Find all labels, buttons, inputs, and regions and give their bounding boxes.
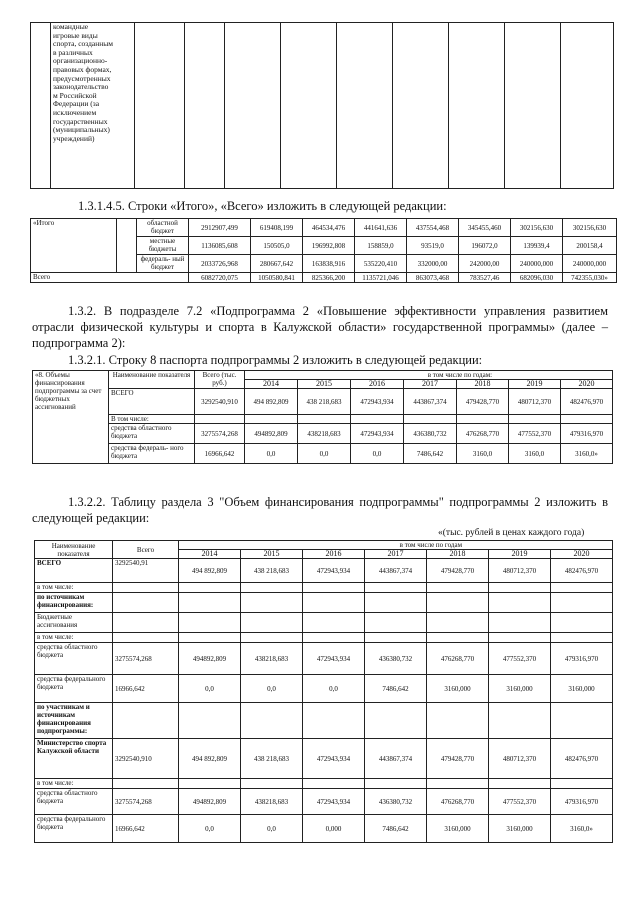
itogo-cell: 302156,630: [563, 219, 617, 237]
passport-col-name: Наименование показателя: [109, 371, 195, 389]
finance-cell: [303, 583, 365, 593]
itogo-cell: 437554,468: [407, 219, 459, 237]
itogo-cell: 158859,0: [355, 237, 407, 255]
finance-total: 3292540,910: [113, 739, 179, 779]
section-1-3-2-1: 1.3.2.1. Строку 8 паспорта подпрограммы 2 изложить в следующей редакции:: [68, 353, 483, 367]
passport-cell: 438 218,683: [298, 389, 351, 415]
finance-cell: 477552,370: [489, 643, 551, 675]
passport-cell: 3160,0»: [561, 444, 613, 464]
finance-cell: 443867,374: [365, 739, 427, 779]
passport-year: 2020: [561, 380, 613, 389]
finance-cell: 479428,770: [427, 559, 489, 583]
passport-cell: 0,0: [245, 444, 298, 464]
vsego-cell: 682096,030: [511, 273, 563, 283]
finance-cell: 443867,374: [365, 559, 427, 583]
itogo-row-name: областной бюджет: [137, 219, 189, 237]
fragment-line: законодательство: [53, 82, 109, 92]
finance-cell: 480712,370: [489, 739, 551, 779]
finance-cell: [551, 703, 613, 739]
finance-row: [35, 613, 613, 633]
itogo-cell: 1136085,608: [189, 237, 251, 255]
finance-cell: [365, 779, 427, 789]
section-1-3-2-2: 1.3.2.2. Таблицу раздела 3 "Объем финансирования подпрограммы" подпрограммы 2 изложить в следующей редакции:: [32, 495, 608, 525]
finance-row: [35, 815, 613, 843]
finance-cell: [241, 703, 303, 739]
finance-row: [35, 739, 613, 779]
finance-total: 16966,642: [113, 815, 179, 843]
finance-cell: 482476,970: [551, 559, 613, 583]
finance-cell: 0,0: [303, 675, 365, 703]
finance-cell: [551, 779, 613, 789]
passport-cell: 479316,970: [561, 424, 613, 444]
passport-cell: 438218,683: [298, 424, 351, 444]
itogo-cell: 196992,808: [303, 237, 355, 255]
finance-row-label: ВСЕГО: [35, 559, 113, 583]
finance-row-label: Бюджетные ассигнования: [35, 613, 113, 633]
itogo-row-name: федераль- ный бюджет: [137, 255, 189, 273]
passport-year: 2016: [351, 380, 404, 389]
passport-row-title: «8. Объемы финансирования подпрограммы за счет бюджетных ассигнований: [33, 371, 109, 464]
itogo-cell: 163838,916: [303, 255, 355, 273]
passport-year: 2018: [457, 380, 509, 389]
finance-row: [35, 593, 613, 613]
finance-cell: 476268,770: [427, 643, 489, 675]
fragment-line: учреждений): [53, 133, 95, 143]
finance-cell: 494892,809: [179, 643, 241, 675]
finance-row: [35, 703, 613, 739]
passport-data-row: [33, 424, 613, 444]
finance-cell: [179, 613, 241, 633]
finance-cell: [303, 703, 365, 739]
itogo-cell: 240000,000: [563, 255, 617, 273]
fragment-line: спорта, созданным: [53, 39, 114, 49]
finance-cell: [303, 613, 365, 633]
finance-cell: 436380,732: [365, 789, 427, 815]
finance-cell: [489, 613, 551, 633]
finance-year: 2015: [241, 550, 303, 559]
finance-cell: [365, 703, 427, 739]
finance-cell: [179, 593, 241, 613]
itogo-cell: 464534,476: [303, 219, 355, 237]
passport-cell: 0,0: [351, 444, 404, 464]
passport-cell: 7486,642: [404, 444, 457, 464]
finance-cell: [303, 779, 365, 789]
finance-cell: [179, 633, 241, 643]
passport-col-total: Всего (тыс. руб.): [195, 371, 245, 389]
itogo-cell: 240000,000: [511, 255, 563, 273]
finance-cell: [427, 613, 489, 633]
finance-cell: [427, 779, 489, 789]
finance-row-label: средства областного бюджета: [35, 643, 113, 675]
finance-cell: [179, 583, 241, 593]
finance-year: 2016: [303, 550, 365, 559]
finance-row-label: по участникам и источникам финансирования подпрограммы:: [35, 703, 113, 739]
finance-row-label: в том числе:: [35, 779, 113, 789]
passport-row-label: средства федераль- ного бюджета: [109, 444, 195, 464]
finance-in-years: в том числе по годам: [179, 541, 613, 550]
finance-col-name: Наименование показателя: [35, 541, 113, 559]
finance-cell: [551, 583, 613, 593]
finance-cell: 3160,000: [489, 815, 551, 843]
finance-cell: [551, 633, 613, 643]
passport-data-row: [33, 444, 613, 464]
passport-cell: 480712,370: [509, 389, 561, 415]
finance-cell: [365, 613, 427, 633]
fragment-line: в различных: [53, 47, 93, 57]
vsego-cell: 6082720,075: [189, 273, 251, 283]
finance-cell: 472943,934: [303, 559, 365, 583]
finance-year: 2017: [365, 550, 427, 559]
finance-cell: [365, 583, 427, 593]
finance-row-label: в том числе:: [35, 583, 113, 593]
passport-incl-row: [33, 415, 613, 424]
finance-cell: 438 218,683: [241, 559, 303, 583]
finance-total: 3275574,268: [113, 789, 179, 815]
finance-cell: 3160,000: [489, 675, 551, 703]
passport-year: 2017: [404, 380, 457, 389]
finance-cell: [489, 593, 551, 613]
itogo-table: [30, 218, 617, 283]
itogo-cell: 345455,460: [459, 219, 511, 237]
passport-cell: 472943,934: [351, 389, 404, 415]
itogo-cell: 619408,199: [251, 219, 303, 237]
itogo-row-name: местные бюджеты: [137, 237, 189, 255]
finance-cell: [427, 633, 489, 643]
finance-cell: 0,000: [303, 815, 365, 843]
passport-cell: 494892,809: [245, 424, 298, 444]
fragment-line: организационно-: [53, 56, 108, 66]
finance-cell: [303, 633, 365, 643]
passport-cell: 436380,732: [404, 424, 457, 444]
finance-col-total: Всего: [113, 541, 179, 559]
finance-row-label: Министерство спорта Калужской области: [35, 739, 113, 779]
finance-table: [34, 540, 613, 843]
finance-cell: 480712,370: [489, 559, 551, 583]
finance-cell: 479316,970: [551, 789, 613, 815]
finance-cell: 436380,732: [365, 643, 427, 675]
finance-row: [35, 643, 613, 675]
passport-table: [32, 370, 613, 464]
finance-cell: 477552,370: [489, 789, 551, 815]
passport-cell: 494 892,809: [245, 389, 298, 415]
finance-cell: 494 892,809: [179, 559, 241, 583]
finance-cell: [551, 613, 613, 633]
itogo-cell: 280667,642: [251, 255, 303, 273]
finance-cell: 438 218,683: [241, 739, 303, 779]
vsego-cell: 783527,46: [459, 273, 511, 283]
fragment-line: предусмотренных: [53, 73, 111, 83]
finance-year: 2019: [489, 550, 551, 559]
itogo-cell: 150505,0: [251, 237, 303, 255]
passport-total: 3292540,910: [195, 389, 245, 415]
finance-cell: [241, 613, 303, 633]
finance-cell: 438218,683: [241, 789, 303, 815]
finance-cell: [489, 779, 551, 789]
finance-cell: [303, 593, 365, 613]
finance-cell: [551, 593, 613, 613]
section-1-3-2: 1.3.2. В подразделе 7.2 «Подпрограмма 2 «Повышение эффективности управления развитием отрасли физической культуры и спорта в Калужской области» государственной программы» (далее – подпрограмма 2):: [32, 304, 608, 350]
fragment-line: Федерации (за: [53, 99, 100, 109]
passport-cell: 479428,770: [457, 389, 509, 415]
finance-cell: 3160,0»: [551, 815, 613, 843]
itogo-label: «Итого: [31, 219, 117, 273]
finance-total: 3275574,268: [113, 643, 179, 675]
finance-cell: [179, 703, 241, 739]
passport-cell: 3160,0: [509, 444, 561, 464]
finance-year: 2014: [179, 550, 241, 559]
vsego-cell: 1050580,841: [251, 273, 303, 283]
finance-cell: 479316,970: [551, 643, 613, 675]
finance-year: 2020: [551, 550, 613, 559]
itogo-cell: 93519,0: [407, 237, 459, 255]
passport-row-label: средства областного бюджета: [109, 424, 195, 444]
finance-cell: [365, 633, 427, 643]
finance-cell: 0,0: [179, 675, 241, 703]
itogo-cell: 2912907,499: [189, 219, 251, 237]
passport-cell: 443867,374: [404, 389, 457, 415]
finance-total: [113, 779, 179, 789]
finance-cell: 0,0: [179, 815, 241, 843]
passport-cell: 477552,370: [509, 424, 561, 444]
finance-cell: 438218,683: [241, 643, 303, 675]
vsego-cell: 742355,030»: [563, 273, 617, 283]
finance-total: [113, 593, 179, 613]
finance-cell: [179, 779, 241, 789]
itogo-cell: 535220,410: [355, 255, 407, 273]
passport-incl: В том числе:: [109, 415, 195, 424]
finance-total: [113, 583, 179, 593]
finance-cell: [241, 633, 303, 643]
finance-cell: [427, 593, 489, 613]
finance-row-label: средства федерального бюджета: [35, 815, 113, 843]
finance-cell: [365, 593, 427, 613]
passport-cell: 3160,0: [457, 444, 509, 464]
fragment-line: игровые виды: [53, 30, 98, 40]
finance-row: [35, 633, 613, 643]
finance-cell: 476268,770: [427, 789, 489, 815]
finance-row-label: средства областного бюджета: [35, 789, 113, 815]
finance-cell: [241, 593, 303, 613]
itogo-cell: 196072,0: [459, 237, 511, 255]
finance-row-label: по источникам финансирования:: [35, 593, 113, 613]
finance-cell: 494892,809: [179, 789, 241, 815]
finance-row-label: в том числе:: [35, 633, 113, 643]
fragment-line: правовых формах,: [53, 64, 112, 74]
finance-cell: 482476,970: [551, 739, 613, 779]
itogo-cell: 2033726,968: [189, 255, 251, 273]
top-fragment-table: [30, 22, 614, 189]
finance-row: [35, 675, 613, 703]
finance-cell: 479428,770: [427, 739, 489, 779]
passport-in-years: в том числе по годам:: [245, 371, 613, 380]
finance-row: [35, 789, 613, 815]
finance-row: [35, 583, 613, 593]
itogo-cell: 441641,636: [355, 219, 407, 237]
finance-cell: 0,0: [241, 815, 303, 843]
finance-total: 3292540,91: [113, 559, 179, 583]
fragment-line: (муниципальных): [53, 125, 110, 135]
passport-cell: 476268,770: [457, 424, 509, 444]
finance-cell: [489, 583, 551, 593]
passport-cell: 482476,970: [561, 389, 613, 415]
vsego-label: Всего: [31, 273, 189, 283]
passport-data-row: [33, 389, 613, 415]
fragment-line: государственных: [53, 116, 108, 126]
finance-row: [35, 779, 613, 789]
top-fragment-text: [51, 23, 135, 189]
finance-total: [113, 613, 179, 633]
vsego-cell: 825366,200: [303, 273, 355, 283]
itogo-cell: 200158,4: [563, 237, 617, 255]
vsego-cell: 863073,468: [407, 273, 459, 283]
passport-cell: 0,0: [298, 444, 351, 464]
finance-cell: [241, 583, 303, 593]
finance-row: [35, 559, 613, 583]
finance-cell: 494 892,809: [179, 739, 241, 779]
finance-cell: 472943,934: [303, 643, 365, 675]
finance-cell: 3160,000: [427, 675, 489, 703]
finance-cell: 3160,000: [551, 675, 613, 703]
passport-header-row: [33, 371, 613, 380]
finance-cell: [427, 583, 489, 593]
passport-total: 16966,642: [195, 444, 245, 464]
itogo-cell: 139939,4: [511, 237, 563, 255]
passport-cell: 472943,934: [351, 424, 404, 444]
passport-year: 2019: [509, 380, 561, 389]
finance-cell: 7486,642: [365, 675, 427, 703]
itogo-cell: 242000,00: [459, 255, 511, 273]
finance-total: 16966,642: [113, 675, 179, 703]
finance-year: 2018: [427, 550, 489, 559]
finance-row-label: средства федерального бюджета: [35, 675, 113, 703]
itogo-cell: 332000,00: [407, 255, 459, 273]
finance-cell: [427, 703, 489, 739]
vsego-cell: 1135721,046: [355, 273, 407, 283]
fragment-line: командные: [53, 22, 89, 31]
finance-cell: 7486,642: [365, 815, 427, 843]
finance-total: [113, 633, 179, 643]
fragment-line: м Российской: [53, 90, 97, 100]
passport-row-label: ВСЕГО: [109, 389, 195, 415]
finance-cell: 472943,934: [303, 739, 365, 779]
passport-year: 2014: [245, 380, 298, 389]
itogo-cell: 302156,630: [511, 219, 563, 237]
finance-cell: [489, 703, 551, 739]
passport-total: 3275574,268: [195, 424, 245, 444]
finance-cell: 3160,000: [427, 815, 489, 843]
finance-cell: [241, 779, 303, 789]
units-note: «(тыс. рублей в ценах каждого года): [438, 528, 585, 538]
finance-header-row: [35, 541, 613, 550]
itogo-row: [31, 219, 617, 237]
passport-year: 2015: [298, 380, 351, 389]
finance-cell: 472943,934: [303, 789, 365, 815]
finance-cell: [489, 633, 551, 643]
section-1-3-1-4-5: 1.3.1.4.5. Строки «Итого», «Всего» изложить в следующей редакции:: [78, 199, 447, 213]
finance-total: [113, 703, 179, 739]
finance-cell: 0,0: [241, 675, 303, 703]
vsego-row: [31, 273, 617, 283]
fragment-line: исключением: [53, 107, 97, 117]
